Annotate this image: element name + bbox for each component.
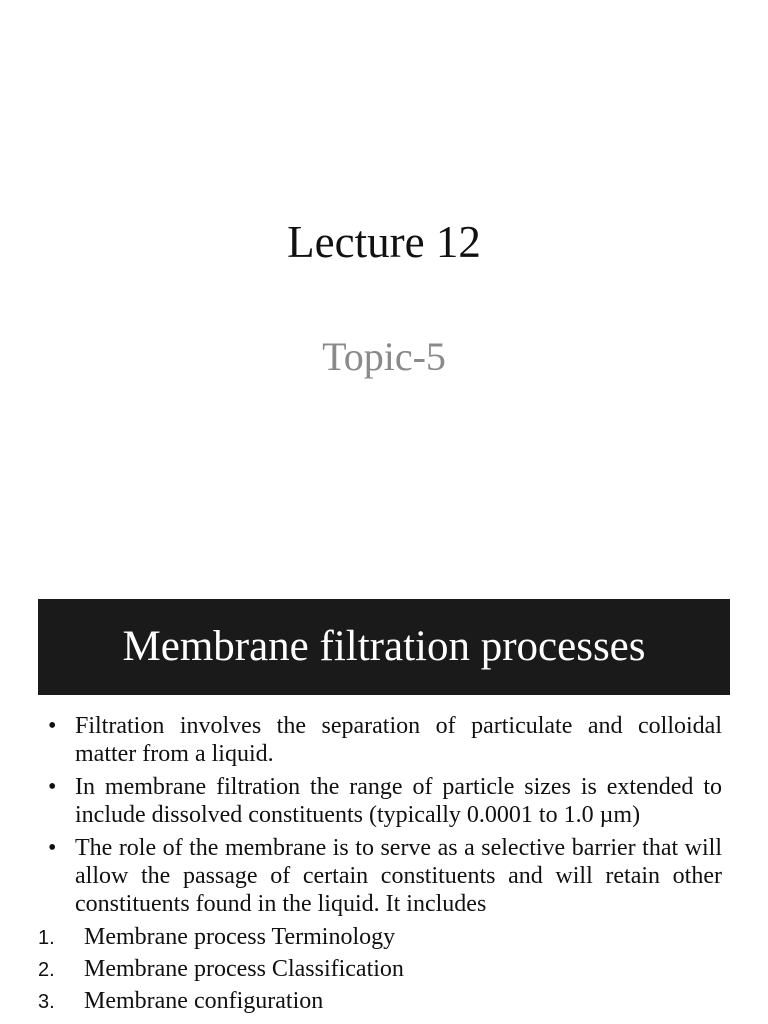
- number-mark: 3.: [38, 991, 55, 1013]
- number-mark: 2.: [38, 959, 55, 981]
- numbered-text: Membrane configuration: [84, 988, 324, 1014]
- bullet-mark: •: [48, 774, 57, 800]
- topic-subtitle: Topic-5: [322, 334, 446, 379]
- section-title: Membrane filtration processes: [122, 623, 646, 670]
- bullet-mark: •: [48, 835, 57, 861]
- bullet-item: [38, 834, 722, 918]
- numbered-item: [38, 955, 722, 983]
- number-mark: 1.: [38, 927, 55, 949]
- bullet-text: In membrane filtration the range of particle sizes is extended to include dissolved constituents (typically 0.0001 to 1.0 µm): [75, 774, 722, 828]
- numbered-item: [38, 987, 722, 1015]
- bullet-item: [38, 773, 722, 829]
- bullet-list: [38, 712, 722, 918]
- lecture-title: Lecture 12: [287, 217, 481, 267]
- bullet-text: The role of the membrane is to serve as a selective barrier that will allow the passage of certain constituents and will retain other constituents found in the liquid. It includes: [75, 835, 722, 917]
- numbered-list: [38, 923, 722, 1015]
- numbered-item: [38, 923, 722, 951]
- bullet-text: Filtration involves the separation of particulate and colloidal matter from a liquid.: [75, 713, 722, 767]
- bullet-mark: •: [48, 713, 57, 739]
- section-banner: [38, 599, 730, 695]
- numbered-text: Membrane process Terminology: [84, 924, 396, 950]
- slide-content: [38, 712, 722, 1019]
- numbered-text: Membrane process Classification: [84, 956, 404, 982]
- bullet-item: [38, 712, 722, 768]
